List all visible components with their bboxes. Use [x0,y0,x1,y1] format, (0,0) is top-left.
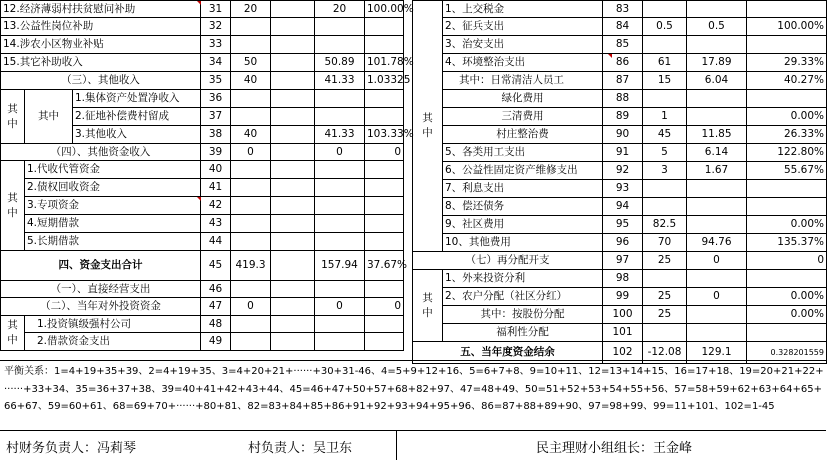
village-signature: 村负责人：吴卫东 [248,441,353,456]
actual-value: 20 [315,1,365,18]
row-number: 89 [603,108,643,126]
actual-value [687,270,747,288]
row-label: 绿化费用 [443,90,603,108]
ratio-value [365,197,404,215]
actual-value [315,233,365,251]
left-ledger-table [0,0,414,351]
plan-value: 40 [231,72,271,90]
table-row [1,72,404,90]
row-label: 其中：按股份分配 [443,306,603,324]
signature-row [0,430,826,460]
signature-divider [396,430,397,460]
plan-value [231,108,271,126]
actual-value [687,90,747,108]
row-number: 33 [201,36,231,54]
plan-value: 25 [643,288,687,306]
actual-value: 0 [687,288,747,306]
plan-value: 20 [231,1,271,18]
plan-value [231,90,271,108]
plan-value: 3 [643,162,687,180]
row-number: 36 [201,90,231,108]
ratio-value [365,90,404,108]
ratio-value [365,281,404,298]
row-label: 13.公益性岗位补助 [1,18,201,36]
row-number: 47 [201,298,231,316]
row-label: 村庄整治费 [443,126,603,144]
actual-value [687,108,747,126]
row-label: 3、治安支出 [443,36,603,54]
table-row [413,90,827,108]
row-number: 97 [603,252,643,270]
table-row [1,197,404,215]
row-number: 37 [201,108,231,126]
empty-cell [271,197,315,215]
ratio-value [365,18,404,36]
ratio-value: 135.37% [747,234,827,252]
ratio-value: 0.00% [747,306,827,324]
actual-value: 6.14 [687,144,747,162]
actual-value [315,316,365,333]
actual-value [315,90,365,108]
row-number: 91 [603,144,643,162]
table-row [1,54,404,72]
row-label: （三）、其他收入 [1,72,201,90]
row-label: （一）、直接经营支出 [1,281,201,298]
plan-value: -12.08 [643,342,687,364]
plan-value: 70 [643,234,687,252]
plan-value: 1 [643,108,687,126]
actual-value [315,161,365,179]
group-signature: 民主理财小组组长：王金峰 [536,441,693,456]
plan-value: 0 [231,298,271,316]
plan-value [643,198,687,216]
plan-value [231,333,271,351]
row-label: 4.短期借款 [25,215,201,233]
actual-value [315,18,365,36]
row-label: 2.征地补偿费村留成 [73,108,201,126]
plan-value: 25 [643,252,687,270]
plan-value [231,161,271,179]
row-number: 100 [603,306,643,324]
ratio-value [747,270,827,288]
side-category-label: 其 中 [413,1,443,252]
ratio-value [365,179,404,197]
plan-value [231,281,271,298]
row-number: 35 [201,72,231,90]
ratio-value: 103.33% [365,126,404,144]
table-row [1,251,404,281]
empty-cell [271,90,315,108]
empty-cell [271,215,315,233]
ratio-value [747,1,827,18]
ratio-value: 1.03325 [365,72,404,90]
plan-value [643,324,687,342]
actual-value: 6.04 [687,72,747,90]
table-row [413,1,827,18]
table-row [1,1,404,18]
row-label: 2、农户分配（社区分红） [443,288,603,306]
actual-value: 0 [687,252,747,270]
plan-value: 61 [643,54,687,72]
ratio-value [365,215,404,233]
ratio-value: 0.00% [747,108,827,126]
row-label: 12.经济薄弱村扶贫慰问补助 [1,1,201,18]
actual-value [687,216,747,234]
row-number: 88 [603,90,643,108]
row-label: （七）再分配开支 [413,252,603,270]
table-row [413,18,827,36]
table-row [413,180,827,198]
actual-value: 11.85 [687,126,747,144]
row-number: 87 [603,72,643,90]
table-row [413,252,827,270]
actual-value: 0 [315,144,365,161]
row-label: 3.其他收入 [73,126,201,144]
row-number: 48 [201,316,231,333]
table-row [1,179,404,197]
actual-value [315,108,365,126]
row-number: 49 [201,333,231,351]
empty-cell [271,233,315,251]
row-number: 32 [201,18,231,36]
ratio-value [747,36,827,54]
actual-value [315,215,365,233]
table-row [413,144,827,162]
empty-cell [271,36,315,54]
ratio-value: 0 [365,144,404,161]
row-number: 98 [603,270,643,288]
ratio-value: 0 [365,298,404,316]
row-number: 46 [201,281,231,298]
plan-value [231,233,271,251]
row-label: 3.专项资金 [25,197,201,215]
table-row [413,54,827,72]
row-number: 95 [603,216,643,234]
plan-value: 50 [231,54,271,72]
table-row [413,324,827,342]
row-number: 31 [201,1,231,18]
actual-value: 129.1 [687,342,747,364]
row-number: 42 [201,197,231,215]
side-category-label: 其 中 [1,161,25,251]
actual-value [687,324,747,342]
plan-value [231,215,271,233]
ratio-value: 55.67% [747,162,827,180]
row-label: 2.借款资金支出 [25,333,201,351]
row-number: 40 [201,161,231,179]
row-label: 1、外来投资分利 [443,270,603,288]
plan-value: 5 [643,144,687,162]
empty-cell [271,108,315,126]
empty-cell [271,298,315,316]
table-row [413,234,827,252]
row-label: 福利性分配 [443,324,603,342]
row-label: 5、各类用工支出 [443,144,603,162]
ratio-value [747,324,827,342]
row-label: 6、公益性固定资产维修支出 [443,162,603,180]
ratio-value: 101.78% [365,54,404,72]
row-label: 10、其他费用 [443,234,603,252]
actual-value: 0 [315,298,365,316]
side-category-label: 其中 [25,90,73,144]
row-number: 99 [603,288,643,306]
actual-value: 1.67 [687,162,747,180]
plan-value: 25 [643,306,687,324]
table-row [413,108,827,126]
actual-value: 0.5 [687,18,747,36]
table-row [1,18,404,36]
empty-cell [271,18,315,36]
empty-cell [271,72,315,90]
table-row [1,90,404,108]
plan-value [643,36,687,54]
row-label: 2.债权回收资金 [25,179,201,197]
ratio-value [365,108,404,126]
ratio-value: 29.33% [747,54,827,72]
ratio-value: 0.00% [747,216,827,234]
row-label: （二）、当年对外投资资金 [1,298,201,316]
empty-cell [271,281,315,298]
row-number: 43 [201,215,231,233]
table-row [1,281,404,298]
row-label: 四、资金支出合计 [1,251,201,281]
plan-value: 15 [643,72,687,90]
row-number: 90 [603,126,643,144]
row-label: （四）、其他资金收入 [1,144,201,161]
side-category-label: 其 中 [1,90,25,144]
row-number: 92 [603,162,643,180]
plan-value [643,90,687,108]
plan-value [231,197,271,215]
row-label: 4、环境整治支出 [443,54,603,72]
table-row [413,270,827,288]
ratio-value: 37.67% [365,251,404,281]
ratio-value [365,233,404,251]
table-row [413,126,827,144]
row-label: 9、社区费用 [443,216,603,234]
actual-value [687,36,747,54]
ratio-value: 0 [747,252,827,270]
row-label: 14.涉农小区物业补贴 [1,36,201,54]
row-number: 83 [603,1,643,18]
row-number: 41 [201,179,231,197]
ratio-value: 100.00% [747,18,827,36]
ratio-value: 0.00% [747,288,827,306]
ratio-value [747,198,827,216]
ratio-value [365,316,404,333]
plan-value [231,18,271,36]
plan-value: 0 [231,144,271,161]
plan-value [643,270,687,288]
side-category-label: 其 中 [1,316,25,351]
actual-value: 41.33 [315,126,365,144]
comment-marker [197,1,201,5]
ratio-value [747,90,827,108]
actual-value [687,180,747,198]
plan-value [643,180,687,198]
plan-value [231,316,271,333]
row-number: 85 [603,36,643,54]
actual-value: 157.94 [315,251,365,281]
row-number: 44 [201,233,231,251]
actual-value [687,1,747,18]
row-label: 5.长期借款 [25,233,201,251]
table-row [413,72,827,90]
table-row [1,36,404,54]
actual-value [315,333,365,351]
plan-value [231,36,271,54]
row-number: 101 [603,324,643,342]
table-row [1,333,404,351]
comment-marker [197,197,201,201]
plan-value: 419.3 [231,251,271,281]
row-number: 102 [603,342,643,364]
actual-value: 17.89 [687,54,747,72]
plan-value: 45 [643,126,687,144]
empty-cell [271,126,315,144]
row-number: 84 [603,18,643,36]
table-row [413,288,827,306]
row-label: 1.投资镇级强村公司 [25,316,201,333]
empty-cell [271,251,315,281]
ratio-value [365,36,404,54]
table-row [413,306,827,324]
actual-value: 41.33 [315,72,365,90]
empty-cell [271,1,315,18]
plan-value: 82.5 [643,216,687,234]
plan-value [643,1,687,18]
row-number: 39 [201,144,231,161]
empty-cell [271,333,315,351]
ratio-value: 40.27% [747,72,827,90]
actual-value: 94.76 [687,234,747,252]
row-label: 五、当年度资金结余 [413,342,603,364]
row-label: 7、利息支出 [443,180,603,198]
comment-marker [608,54,612,58]
empty-cell [271,179,315,197]
row-label: 2、征兵支出 [443,18,603,36]
ratio-value [365,161,404,179]
actual-value [315,197,365,215]
row-label: 8、偿还债务 [443,198,603,216]
plan-value: 0.5 [643,18,687,36]
table-row [413,162,827,180]
row-label: 其中：日常清洁人员工 [443,72,603,90]
right-ledger-table [412,0,827,364]
row-label: 15.其它补助收入 [1,54,201,72]
side-category-label: 其 中 [413,270,443,342]
ratio-value [365,333,404,351]
actual-value [687,306,747,324]
finance-signature: 村财务负责人：冯莉琴 [6,441,137,456]
actual-value: 50.89 [315,54,365,72]
plan-value: 40 [231,126,271,144]
table-row [413,216,827,234]
table-row [1,161,404,179]
table-row [1,144,404,161]
row-number: 38 [201,126,231,144]
table-row [1,316,404,333]
plan-value [231,179,271,197]
ratio-value: 122.80% [747,144,827,162]
empty-cell [271,316,315,333]
actual-value [687,198,747,216]
row-number: 94 [603,198,643,216]
empty-cell [271,161,315,179]
row-number: 86 [603,54,643,72]
row-number: 93 [603,180,643,198]
table-row [1,298,404,316]
actual-value [315,179,365,197]
actual-value [315,281,365,298]
ratio-value [747,180,827,198]
row-label: 1.集体资产处置净收入 [73,90,201,108]
ratio-value: 100.00% [365,1,404,18]
row-label: 三清费用 [443,108,603,126]
table-row [1,215,404,233]
table-row [413,198,827,216]
empty-cell [271,144,315,161]
actual-value [315,36,365,54]
row-number: 96 [603,234,643,252]
row-label: 1.代收代管资金 [25,161,201,179]
empty-cell [271,54,315,72]
ratio-value: 26.33% [747,126,827,144]
row-number: 45 [201,251,231,281]
row-label: 1、上交税金 [443,1,603,18]
row-number: 34 [201,54,231,72]
table-row [1,233,404,251]
ratio-value: 0.328201559 [747,342,827,364]
table-row [413,36,827,54]
balance-relations: 平衡关系：1=4+19+35+39、2=4+19+35、3=4+20+21+······+30+31-46、4=5+9+12+16、5=6+7+8、9=10+11、12=13+14+15、16=17+18、19=20+21+22+······+33+34、35=36+37+38、39=40+41+42+43+44、45=46+47+50+57+68+82+97、47=48+49、50=51+52+53+54+55+56、57=58+59+62+63+64+65+66+67、59=60+61、68=69+70+······+80+81、82=83+84+85+86+91+92+93+94+95+96、86=87+88+89+90、97=98+99、99=11+101、102=1-45 [4,366,824,412]
